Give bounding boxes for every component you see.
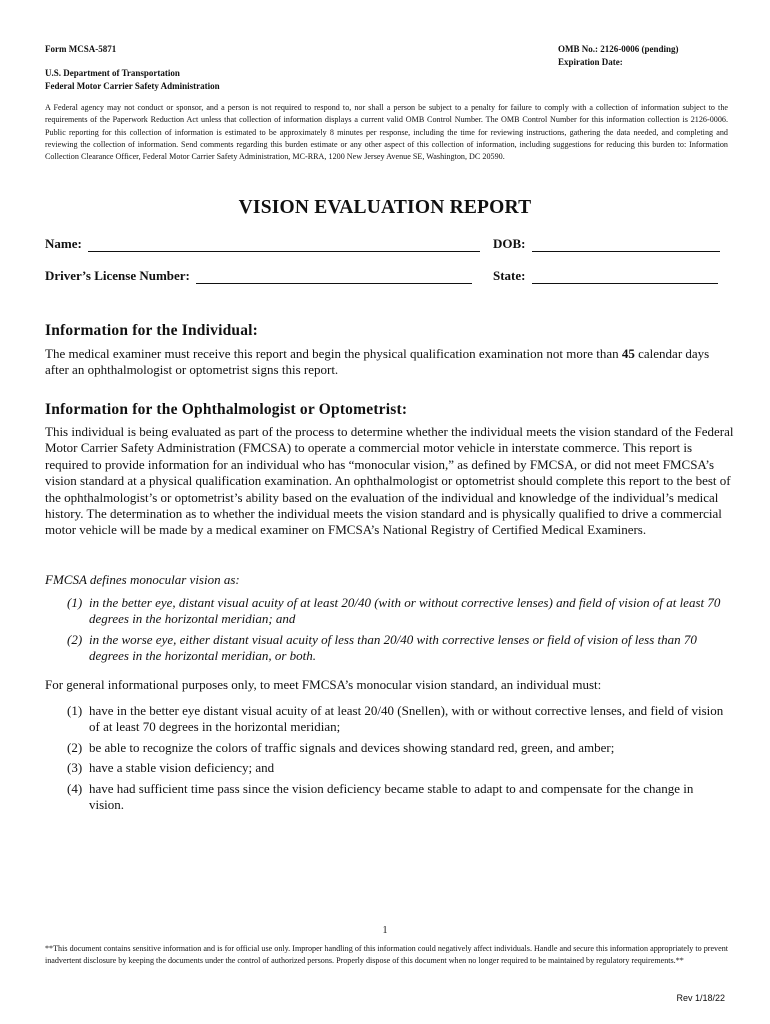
dob-input[interactable] xyxy=(532,237,720,252)
state-label: State: xyxy=(493,268,526,283)
form-number: Form MCSA-5871 xyxy=(45,44,117,54)
ophthalmologist-text: This individual is being evaluated as part of the process to determine whether the individual meets the vision standard of the Federal Motor Carrier Safety Administration (FMCSA) to operate a commercial motor vehicle in interstate commerce. This report is required to provide information for an individual who has “monocular vision,” as defined by FMCSA, or did not meet FMCSA’s vision standard at a physical qualification examination. An ophthalmologist or optometrist should complete this report to the best of the ophthalmologist’s or optometrist’s ability based on the evaluation of the individual and knowledge of the individual’s medical history. The determination as to whether the individual meets the vision standard and is physically qualified to drive a commercial motor vehicle will be made by a medical examiner on FMCSA’s National Registry of Certified Medical Examiners. xyxy=(45,424,734,538)
individual-text: The medical examiner must receive this report and begin the physical qualification examination not more than 45 calendar days after an ophthalmologist or optometrist signs this report. xyxy=(45,346,710,378)
list-item: (1) have in the better eye distant visual acuity of at least 20/40 (Snellen), with or without corrective lenses, and field of vision of at least 70 degrees in the horizontal meridian; xyxy=(67,703,724,735)
page-title: VISION EVALUATION REPORT xyxy=(238,197,532,218)
individual-heading: Information for the Individual: xyxy=(45,322,259,339)
state-field-row xyxy=(493,268,718,284)
sensitivity-notice: **This document contains sensitive information and is for official use only. Improper handling of this information could negatively affect individuals. Handle and secure this information appropriately to prevent inadvertent disclosure by keeping the documents under the control of authorized persons. Properly dispose of this document when no longer required to be maintained by regulatory requirements.** xyxy=(45,944,728,966)
ophthalmologist-heading: Information for the Ophthalmologist or Optometrist: xyxy=(45,401,408,418)
license-input[interactable] xyxy=(196,269,472,284)
definition-list xyxy=(67,595,727,669)
list-item: (2) in the worse eye, either distant visual acuity of less than 20/40 with corrective lenses or field of vision of less than 70 degrees in the horizontal meridian, or both. xyxy=(67,631,697,664)
expiration-date: Expiration Date: xyxy=(558,57,623,67)
page-number: 1 xyxy=(382,925,388,936)
dob-label: DOB: xyxy=(493,236,526,251)
list-item: (3) have a stable vision deficiency; and xyxy=(67,760,275,776)
revision-date: Rev 1/18/22 xyxy=(676,993,725,1003)
state-input[interactable] xyxy=(532,269,718,284)
days-count: 45 xyxy=(621,346,635,361)
definition-intro: FMCSA defines monocular vision as: xyxy=(45,572,240,587)
license-label: Driver’s License Number: xyxy=(45,268,190,283)
name-field-row xyxy=(45,236,480,252)
list-item: (2) be able to recognize the colors of traffic signals and devices showing standard red, green, and amber; xyxy=(67,739,615,755)
omb-number: OMB No.: 2126-0006 (pending) xyxy=(558,44,679,54)
burden-statement: A Federal agency may not conduct or sponsor, and a person is not required to respond to, nor shall a person be subject to a penalty for failure to comply with a collection of information subject to the requirements of the Paperwork Reduction Act unless that collection of information displays a current valid OMB Control Number. The OMB Control Number for this information collection is 2126-0006. Public reporting for this collection of information is estimated to be approximately 8 minutes per response, including the time for reviewing instructions, gathering the data needed, and completing and reviewing the collection of information. Send comments regarding this burden estimate or any other aspect of this collection of information, including suggestions for reducing this burden to: Information Collection Clearance Officer, Federal Motor Carrier Safety Administration, MC-RRA, 1200 New Jersey Avenue SE, Washington, DC 20590. xyxy=(45,103,728,162)
license-field-row xyxy=(45,268,472,284)
agency-name: Federal Motor Carrier Safety Administration xyxy=(45,81,220,91)
standard-list xyxy=(67,703,727,817)
name-input[interactable] xyxy=(88,237,480,252)
list-item: (4) have had sufficient time pass since the vision deficiency became stable to adapt to and compensate for the change in vision. xyxy=(67,780,694,813)
name-label: Name: xyxy=(45,236,82,251)
department-name: U.S. Department of Transportation xyxy=(45,68,180,78)
list-item: (1) in the better eye, distant visual acuity of at least 20/40 (with or without corrective lenses) and field of vision of at least 70 degrees in the horizontal meridian; and xyxy=(67,595,721,627)
dob-field-row xyxy=(493,236,720,252)
standard-intro: For general informational purposes only, to meet FMCSA’s monocular vision standard, an individual must: xyxy=(45,677,602,692)
